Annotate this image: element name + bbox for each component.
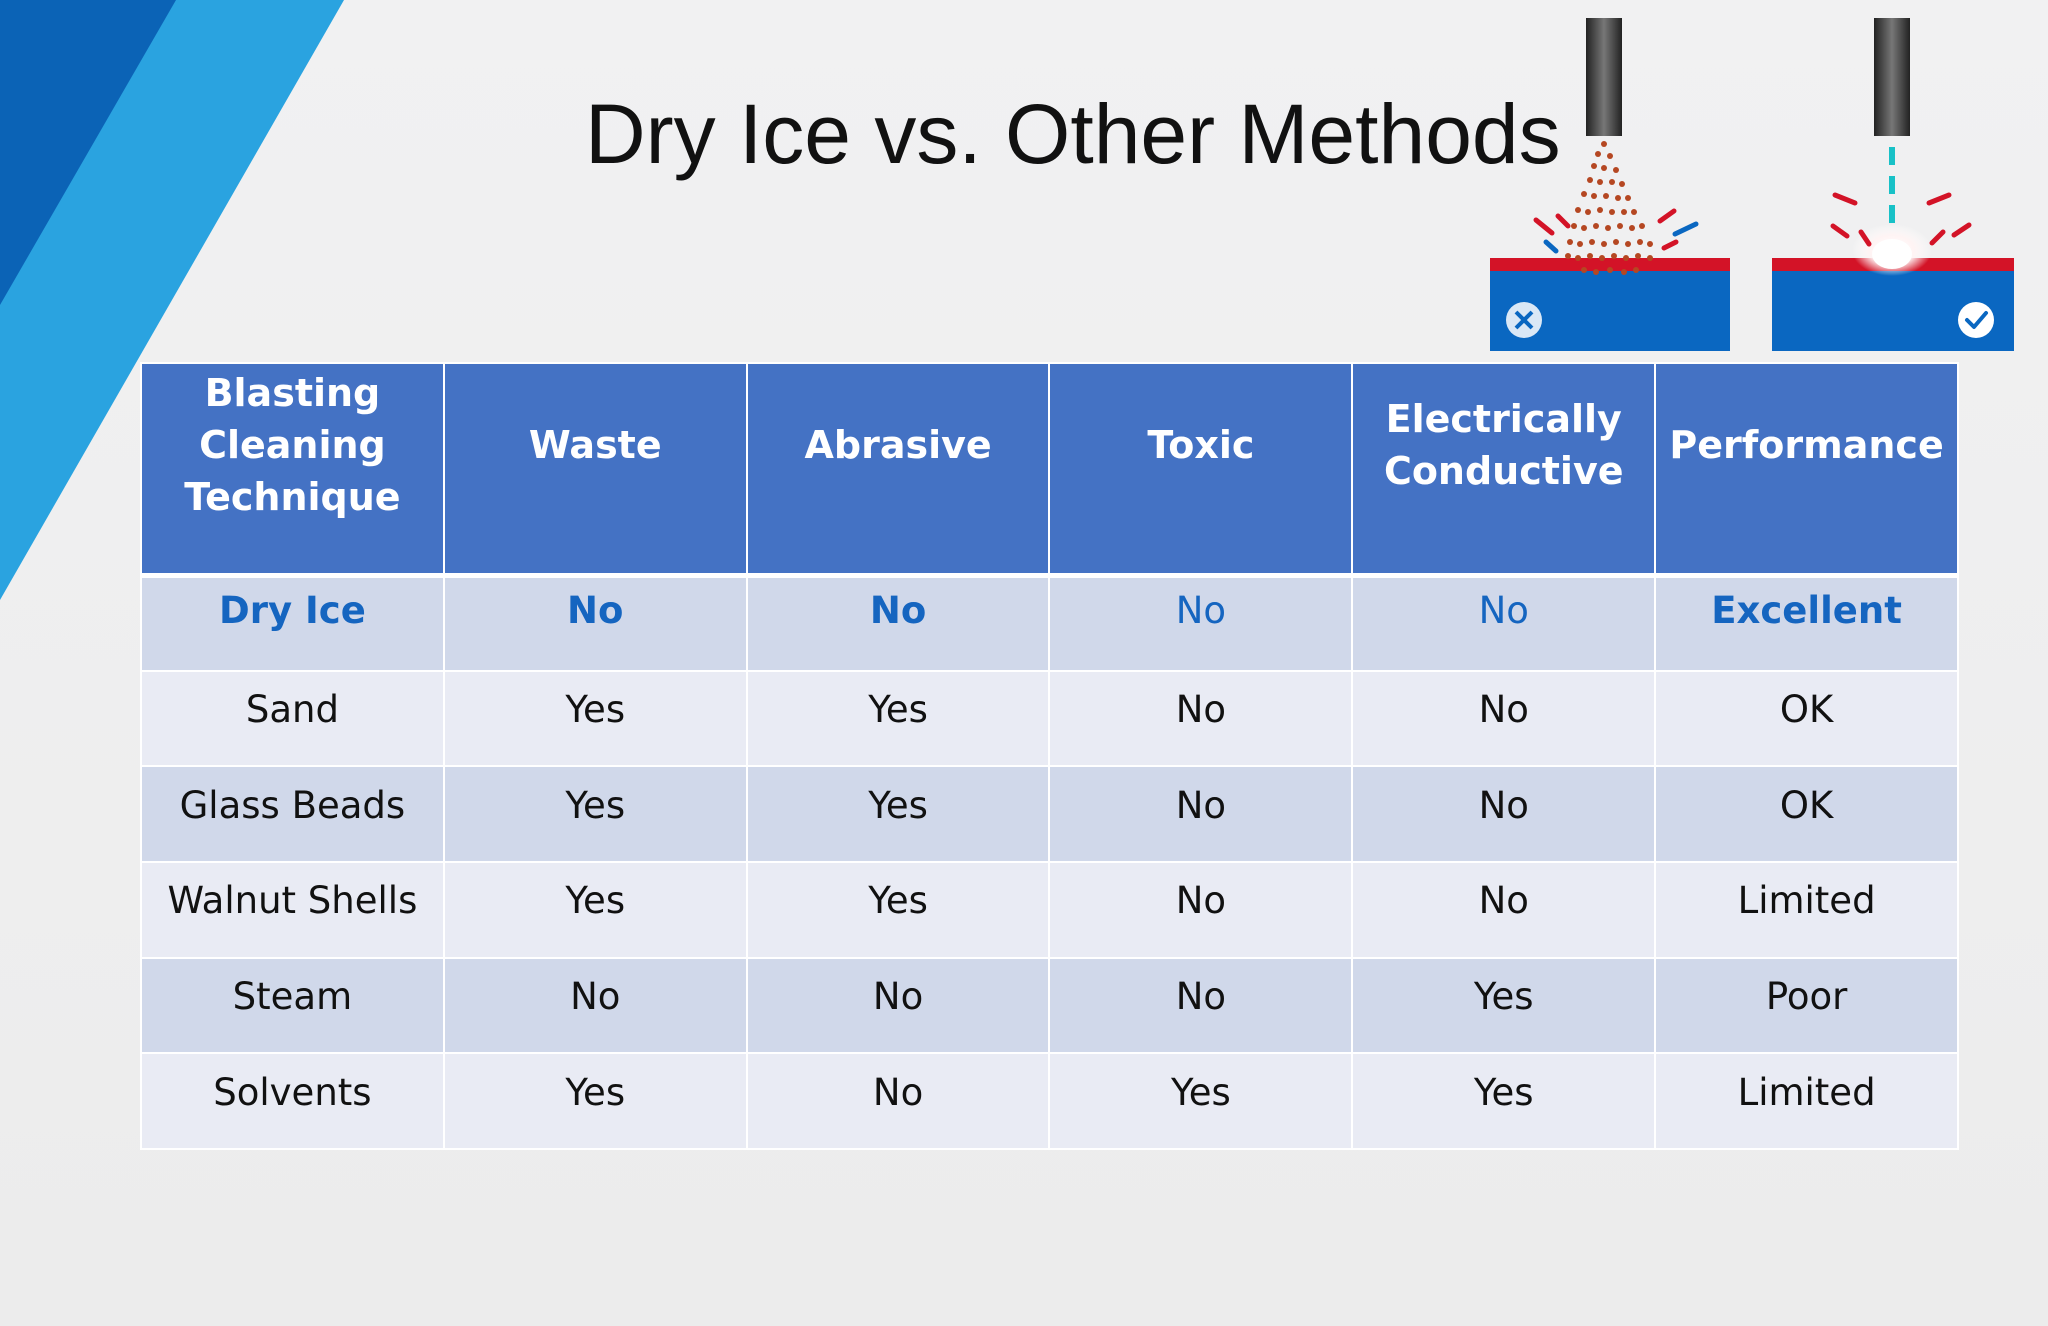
table-cell: Dry Ice: [141, 575, 444, 671]
table-cell: No: [747, 575, 1050, 671]
table-cell: Yes: [1352, 958, 1655, 1054]
table-cell: No: [747, 958, 1050, 1054]
table-cell: No: [1049, 958, 1352, 1054]
page-title: Dry Ice vs. Other Methods: [585, 87, 1561, 181]
table-cell: No: [444, 958, 747, 1054]
table-cell: No: [1352, 862, 1655, 958]
abrasive-blast-panel: [1490, 18, 1730, 351]
table-cell: Steam: [141, 958, 444, 1054]
table-cell: Yes: [444, 1053, 747, 1149]
table-cell: Poor: [1655, 958, 1958, 1054]
table-cell: No: [1049, 575, 1352, 671]
table-cell: No: [1352, 671, 1655, 767]
table-row: [141, 1053, 1958, 1149]
table-row: [141, 671, 1958, 767]
table-cell: No: [747, 1053, 1050, 1149]
table-cell: No: [1049, 766, 1352, 862]
header-waste: Waste: [444, 363, 747, 575]
table-cell: OK: [1655, 766, 1958, 862]
table-cell: No: [1049, 671, 1352, 767]
table-cell: Yes: [1352, 1053, 1655, 1149]
comparison-table: [140, 362, 1959, 1150]
table-cell: Solvents: [141, 1053, 444, 1149]
table-cell: No: [1049, 862, 1352, 958]
table-row: [141, 958, 1958, 1054]
table-cell: Yes: [444, 766, 747, 862]
table-row: [141, 575, 1958, 671]
table-row: [141, 862, 1958, 958]
header-abrasive: Abrasive: [747, 363, 1050, 575]
table-cell: Limited: [1655, 862, 1958, 958]
header-toxic: Toxic: [1049, 363, 1352, 575]
table-row: [141, 766, 1958, 862]
table-cell: Yes: [1049, 1053, 1352, 1149]
table-cell: No: [1352, 575, 1655, 671]
blasting-comparison-illustration: [1480, 14, 2020, 354]
comparison-table-container: [140, 362, 1959, 1150]
header-technique: Blasting Cleaning Technique: [141, 363, 444, 575]
table-cell: Yes: [444, 862, 747, 958]
table-cell: No: [444, 575, 747, 671]
table-cell: Sand: [141, 671, 444, 767]
table-cell: Glass Beads: [141, 766, 444, 862]
table-cell: Yes: [747, 862, 1050, 958]
table-cell: OK: [1655, 671, 1958, 767]
table-cell: Excellent: [1655, 575, 1958, 671]
table-cell: Limited: [1655, 1053, 1958, 1149]
x-icon: [1506, 302, 1542, 338]
header-electrically-conductive: Electrically Conductive: [1352, 363, 1655, 575]
table-cell: Yes: [747, 671, 1050, 767]
table-cell: Walnut Shells: [141, 862, 444, 958]
header-performance: Performance: [1655, 363, 1958, 575]
check-icon: [1958, 302, 1994, 338]
dry-ice-blast-panel: [1772, 18, 2014, 351]
table-header-row: [141, 363, 1958, 575]
table-cell: No: [1352, 766, 1655, 862]
table-cell: Yes: [444, 671, 747, 767]
table-cell: Yes: [747, 766, 1050, 862]
